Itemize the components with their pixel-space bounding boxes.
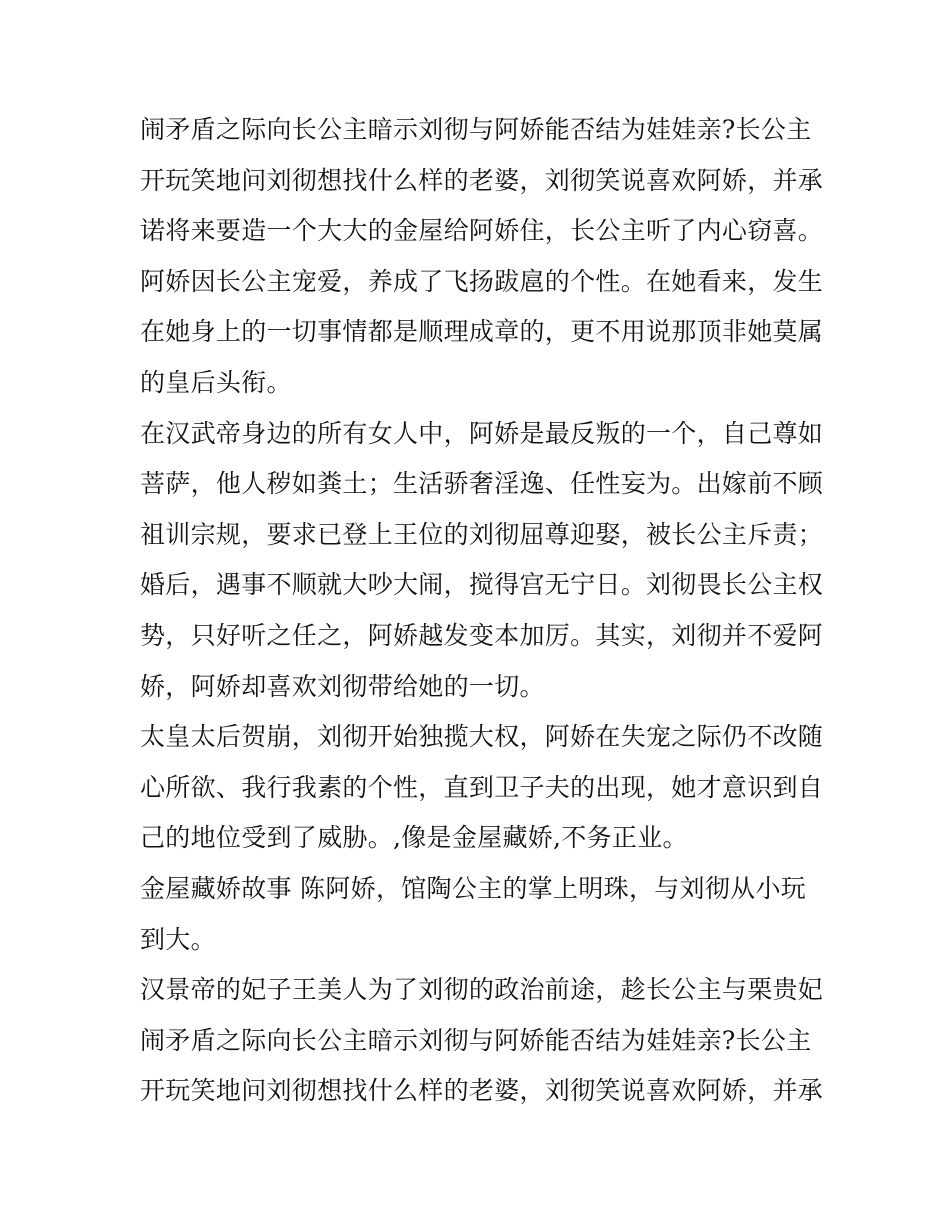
text-line: 闹矛盾之际向长公主暗示刘彻与阿娇能否结为娃娃亲?长公主: [140, 1025, 812, 1055]
text-line: 诺将来要造一个大大的金屋给阿娇住，长公主听了内心窃喜。: [140, 216, 824, 246]
text-line: 势，只好听之任之，阿娇越发变本加厉。其实，刘彻并不爱阿: [140, 620, 824, 650]
text-line: 闹矛盾之际向长公主暗示刘彻与阿娇能否结为娃娃亲?长公主: [140, 115, 812, 144]
text-line: 己的地位受到了威胁。,像是金屋藏娇,不务正业。: [140, 823, 688, 853]
text-line: 婚后，遇事不顺就大吵大闹，搅得宫无宁日。刘彻畏长公主权: [140, 570, 824, 600]
body-text: [140, 105, 830, 1117]
text-line: 太皇太后贺崩，刘彻开始独揽大权，阿娇在失宠之际仍不改随: [140, 722, 824, 752]
text-line: 在汉武帝身边的所有女人中，阿娇是最反叛的一个，自己尊如: [140, 418, 824, 448]
text-line: 心所欲、我行我素的个性，直到卫子夫的出现，她才意识到自: [140, 772, 824, 802]
text-line: 开玩笑地问刘彻想找什么样的老婆，刘彻笑说喜欢阿娇，并承: [140, 165, 824, 195]
text-line: 汉景帝的妃子王美人为了刘彻的政治前途，趁长公主与栗贵妃: [140, 975, 824, 1005]
text-line: 在她身上的一切事情都是顺理成章的，更不用说那顶非她莫属: [140, 317, 824, 347]
text-line: 的皇后头衔。: [140, 367, 292, 397]
text-line: 祖训宗规，要求已登上王位的刘彻屈尊迎娶，被长公主斥责；: [140, 519, 824, 549]
text-line: 金屋藏娇故事 陈阿娇，馆陶公主的掌上明珠，与刘彻从小玩: [140, 873, 807, 903]
text-line: 阿娇因长公主宠爱，养成了飞扬跋扈的个性。在她看来，发生: [140, 266, 824, 296]
text-line: 到大。: [140, 924, 216, 954]
text-line: 娇，阿娇却喜欢刘彻带给她的一切。: [140, 671, 545, 701]
text-line: 开玩笑地问刘彻想找什么样的老婆，刘彻笑说喜欢阿娇，并承: [140, 1076, 824, 1106]
text-line: 菩萨，他人秽如粪土；生活骄奢淫逸、任性妄为。出嫁前不顾: [140, 469, 824, 499]
